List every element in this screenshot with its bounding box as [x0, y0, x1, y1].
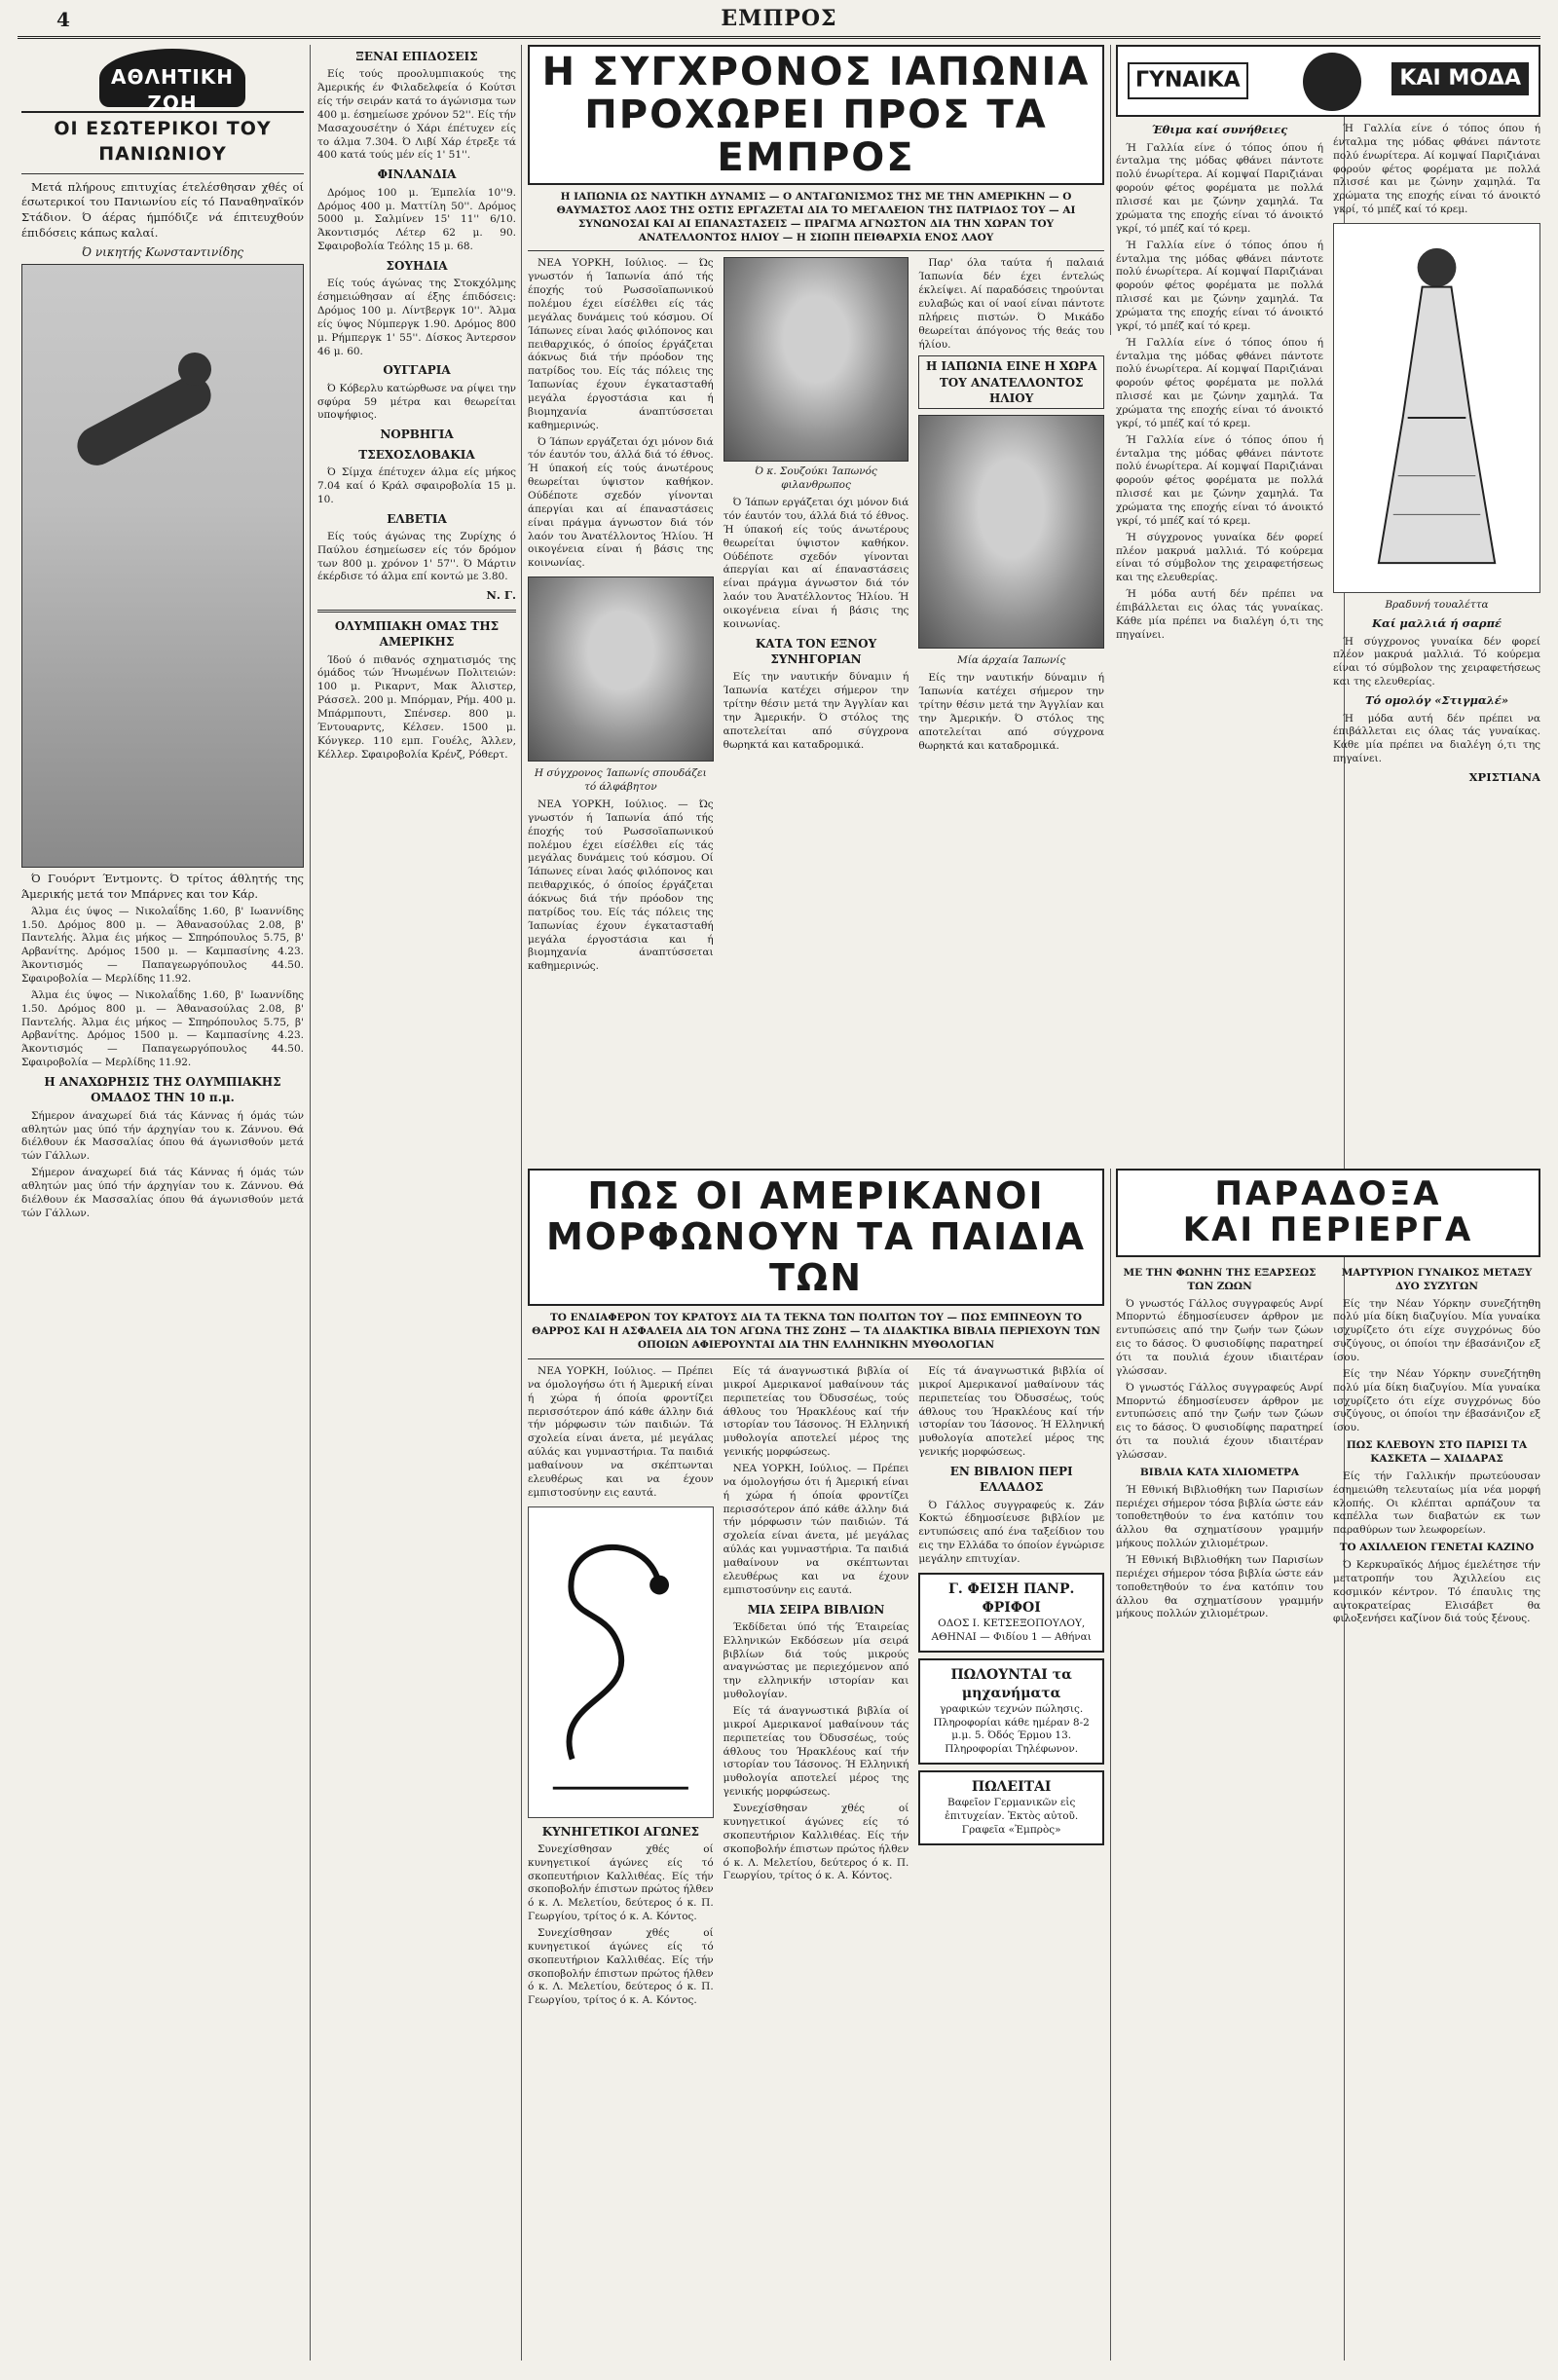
- newspaper-name: ΕΜΠΡΟΣ: [721, 6, 837, 31]
- america-body-2b: Είς τά άναγνωστικά βιβλία οί μικροί Αμερικανοί μαθαίνουν τάς περιπετείας του Όδυσσέως, τούς άθλους του Ήρακλέους καί τήν ιστορίαν του Ίάσονος. Ή Ελληνική μυθολογία αποτελεί μέρος της γενικής μορφώσεως.: [723, 1705, 909, 1799]
- fashion-lead-text-2: Ή Γαλλία είνε ό τόπος όπου ή ένταλμα της μόδας φθάνει πάντοτε πολύ ένωρίτερα. Αί κομψαί Παριζιάναι φορούν φέτος φορέματα με πολλά πλισσέ και με ζώνην χαμηλά. Τα χρώματα της εποχής είναι τό άνοικτό γκρί, τό μπέζ καί τό κρεμ.: [1116, 239, 1323, 332]
- paradoxa-item2-text: Είς την Νέαν Υόρκην συνεζήτηθη πολύ μία δίκη διαζυγίου. Μία γυναίκα ισχυρίζετο ότι είχε συγχρόνως δύο συζύγους, οι όποίοι την έβασάνιζον εξ ίσου.: [1333, 1297, 1540, 1363]
- fashion-header: [1116, 45, 1540, 117]
- paradoxa-title-1: ΠΑΡΑΔΟΞΑ: [1214, 1174, 1442, 1213]
- ad3-text: Βαφεῖον Γερμανικῶν εἰς ἐπιτυχείαν. Ἐκτὸς αὐτοῦ. Γραφεῖα «Ἐμπρὸς»: [945, 1797, 1079, 1836]
- japan-boxed-title: Η ΙΑΠΩΝΙΑ ΕΙΝΕ Η ΧΩΡΑ ΤΟΥ ΑΝΑΤΕΛΛΟΝΤΟΣ ΗΛΙΟΥ: [918, 355, 1104, 409]
- fashion-section2-title: Καί μαλλιά ή σαρπέ: [1372, 615, 1502, 630]
- dragon-illustration: [529, 1507, 713, 1817]
- czech-text: Ό Σίμχα έπέτυχεν άλμα είς μήκος 7.04 καί ό Κράλ σφαιροβολία 15 μ. 10.: [317, 465, 516, 505]
- fashion-section2-text-alt: Ή σύγχρονος γυναίκα δέν φορεί πλέον μακρυά μαλλιά. Τό κούρεμα είναι τό σύμβολον της χειραφετήσεως και της ελευθερίας.: [1116, 531, 1323, 584]
- column-rule: [521, 45, 522, 2361]
- column-rule: [1110, 1169, 1111, 2361]
- kynigi-text-2: Συνεχίσθησαν χθές οί κυνηγετικοί άγώνες είς τό σκοπευτήριον Καλλιθέας. Είς τήν σκοποβολήν έπιστων πρώτος ήλθεν ό κ. Λ. Μελετίου, δεύτερος ό κ. Π. Γεωργίου, τρίτος ό κ. Α. Κόντος.: [528, 1927, 714, 2007]
- sweden-title: ΣΟΥΗΔΙΑ: [386, 258, 448, 273]
- sports-column-2: [317, 45, 516, 2353]
- fashion-lead-text-4: Ή Γαλλία είνε ό τόπος όπου ή ένταλμα της μόδας φθάνει πάντοτε πολύ ένωρίτερα. Αί κομψαί Παριζιάναι φορούν φέτος φορέματα με πολλά πλισσέ και με ζώνην χαμηλά. Τα χρώματα της εποχής είναι τό άνοικτό γκρί, τό μπέζ καί τό κρεμ.: [1116, 433, 1323, 527]
- sports-logo: ΑΘΛΗΤΙΚΗ ΖΩΗ: [99, 49, 245, 107]
- column-rule: [1110, 45, 1111, 335]
- paradoxa-item2-text-2: Είς την Νέαν Υόρκην συνεζήτηθη πολύ μία δίκη διαζυγίου. Μία γυναίκα ισχυρίζετο ότι είχε συγχρόνως δύο συζύγους, οι όποίοι την έβασάνιζον εξ ίσου.: [1333, 1367, 1540, 1434]
- ad2-title: ΠΩΛΟΥΝΤΑΙ τα μηχανήματα: [950, 1666, 1072, 1701]
- switzerland-title: ΕΛΒΕΤΙΑ: [387, 511, 447, 526]
- america-body-1b: ΝΕΑ ΥΟΡΚΗ, Ιούλιος. — Πρέπει να όμολογήσω ότι ή Άμερική είναι ή χώρα ή όποία φροντίζει περισσότερον άπό κάθε άλλην διά τήν μόρφωσιν τών παιδιών. Τά σχολεία είναι άνετα, μέ μεγάλας αύλάς και γυμναστήρια. Τα παιδιά μαθαίνουν να σκέπτωνται ελευθέρως και να έχουν εμπιστοσύνην εις εαυτά.: [723, 1462, 909, 1596]
- hungary-title: ΟΥΓΓΑΡΙΑ: [383, 363, 451, 378]
- norway-title: ΝΟΡΒΗΓΙΑ: [380, 428, 454, 442]
- olympic-title: ΟΛΥΜΠΙΑΚΗ ΟΜΑΣ ΤΗΣ ΑΜΕΡΙΚΗΣ: [334, 618, 500, 650]
- paradoxa-item1-text-2: Ό γνωστός Γάλλος συγγραφεύς Ανρί Μπορντώ έδημοσίευσεν άρθρον με εντυπώσεις από την ζωήν των ζώων εις το δάσος. Ό φυσιοδίφης παρατηρεί ότι τα πουλιά έχουν ιδιαιτέραν γλώσσαν.: [1116, 1381, 1323, 1461]
- ad-feish: [918, 1573, 1104, 1653]
- photo-caption: Ό νικητής Κωνσταντινίδης: [81, 245, 243, 260]
- column-rule: [310, 45, 311, 2361]
- fashion-signature: ΧΡΙΣΤΙΑΝΑ: [1468, 770, 1540, 784]
- paradoxa-item3-text: Ή Εθνική Βιβλιοθήκη των Παρισίων περιέχει σήμερον τόσα βιβλία ώστε εάν τοποθετηθούν το ένα κατόπιν του άλλου θα σχηματίσουν γραμμήν μήκους πολλών χιλιομέτρων.: [1116, 1483, 1323, 1550]
- seira-text: Έκδίδεται ύπό τής Έταιρείας Ελληνικών Εκδόσεων μία σειρά βιβλίων διά τούς μικρούς αναγνώστας με περιεχόμενον από την ελληνικήν ιστορίαν και μυθολογίαν.: [723, 1620, 909, 1701]
- fashion-lead-text: Ή Γαλλία είνε ό τόπος όπου ή ένταλμα της μόδας φθάνει πάντοτε πολύ ένωρίτερα. Αί κομψαί Παριζιάναι φορούν φέτος φορέματα με πολλά πλισσέ και με ζώνην χαμηλά. Τα χρώματα της εποχής είναι τό άνοικτό γκρί, τό μπέζ καί τό κρεμ.: [1116, 141, 1323, 235]
- sports-column-1: [21, 45, 304, 2353]
- book-text: Ό Γάλλος συγγραφεύς κ. Ζάν Κοκτώ έδημοσίευσε βιβλίον με εντυπώσεις από ένα ταξείδιον του εις την Ελλάδα το όποίον έγνώρισε μεγάλην επιτυχίαν.: [918, 1499, 1104, 1566]
- america-article: [528, 1169, 1104, 2357]
- japan-headline-line2: ΠΡΟΧΩΡΕΙ ΠΡΟΣ ΤΑ ΕΜΠΡΟΣ: [584, 93, 1048, 180]
- paradoxa-title-2: ΚΑΙ ΠΕΡΙΕΡΓΑ: [1182, 1210, 1474, 1250]
- switzerland-text: Είς τούς άγώνας της Ζυρίχης ό Παύλου έσημείωσεν είς τόν δρόμον των 800 μ. χρόνον 1' 57''. Ό Μάρτιν έκέρδισε τό άλμα επί κοντώ με 3.80.: [317, 530, 516, 583]
- dress-illustration: [1334, 224, 1539, 592]
- ad1-text: ΟΔΟΣ Ι. ΚΕΤΣΕΞΟΠΟΥΛΟΥ, ΑΘΗΝΑΙ — Φιδίου 1 — Αθήναι: [931, 1617, 1092, 1643]
- america-body-2: Είς τά άναγνωστικά βιβλία οί μικροί Αμερικανοί μαθαίνουν τάς περιπετείας του Όδυσσέως, τούς άθλους του Ήρακλέους καί τήν ιστορίαν του Ίάσονος. Ή Ελληνική μυθολογία αποτελεί μέρος της γενικής μορφώσεως.: [723, 1364, 909, 1459]
- america-subtitle: ΤΟ ΕΝΔΙΑΦΕΡΟΝ ΤΟΥ ΚΡΑΤΟΥΣ ΔΙΑ ΤΑ ΤΕΚΝΑ ΤΩΝ ΠΟΛΙΤΩΝ ΤΟΥ — ΠΩΣ ΕΜΠΝΕΟΥΝ ΤΟ ΘΑΡΡΟΣ ΚΑΙ Η ΑΣΦΑΛΕΙΑ ΔΙΑ ΤΟΝ ΑΓΩΝΑ ΤΗΣ ΖΩΗΣ — ΤΑ ΔΙΔΑΚΤΙΚΑ ΒΙΒΛΙΑ ΠΕΡΙΕΧΟΥΝ ΤΩΝ ΟΠΟΙΩΝ ΑΦΙΕΡΟΥΝΤΑΙ ΔΙΑ ΤΗΝ ΕΛΛΗΝΙΚΗΝ ΜΥΘΟΛΟΓΙΑΝ: [532, 1312, 1100, 1352]
- sports-subhead: Η ΑΝΑΧΩΡΗΣΙΣ ΤΗΣ ΟΛΥΜΠΙΑΚΗΣ ΟΜΑΔΟΣ ΤΗΝ 10 π.μ.: [44, 1075, 281, 1105]
- america-body-1: ΝΕΑ ΥΟΡΚΗ, Ιούλιος. — Πρέπει να όμολογήσω ότι ή Άμερική είναι ή χώρα ή όποία φροντίζει περισσότερον άπό κάθε άλλην διά τήν μόρφωσιν τών παιδιών. Τά σχολεία είναι άνετα, μέ μεγάλας αύλάς και γυμναστήρια. Τα παιδιά μαθαίνουν να σκέπτωνται ελευθέρως και να έχουν εμπιστοσύνην εις εαυτά.: [528, 1364, 714, 1499]
- sweden-text: Είς τούς άγώνας της Στοκχόλμης έσημειώθησαν αί έξης έπιδόσεις: Δρόμος 100 μ. Λίντβεργκ 10''. Άλμα είς ύψος Νύμπεργκ 1.90. Δρόμος 800 μ. Ρήμπεργκ 1' 55''. Δίσκος Άντερσον 46 μ. 60.: [317, 278, 516, 357]
- fashion-portrait: [1303, 53, 1361, 111]
- fashion-section2-text: Ή σύγχρονος γυναίκα δέν φορεί πλέον μακρυά μαλλιά. Τό κούρεμα είναι τό σύμβολον της χειραφετήσεως και της ελευθερίας.: [1333, 635, 1540, 688]
- finland-title: ΦΙΝΛΑΝΔΙΑ: [377, 167, 457, 182]
- hungary-text: Ό Κόβερλυ κατώρθωσε να ρίψει την σφύρα 59 μέτρα και θεωρείται υποψήφιος.: [317, 382, 516, 422]
- japan-body-1b: ΝΕΑ ΥΟΡΚΗ, Ιούλιος. — Ώς γνωστόν ή Ίαπωνία άπό τής έποχής τού Ρωσσοϊαπωνικού πολέμου έχει είσέλθει είς τάς μεγάλας δυνάμεις τού κόσμου. Οί Ίάπωνες είναι λαός φιλόπονος και πειθαρχικός, ό όποίος έργάζεται άόκνως διά τήν πρόοδον της πατρίδος του. Είς τάς πόλεις της Ίαπωνίας έχουν έγκατασταθή μεγάλα έργοστάσια και ή βιομηχανία άναπτύσσεται καθημερινώς.: [528, 798, 714, 973]
- sports-results: Άλμα έις ύψος — Νικολαΐδης 1.60, β' Ιωαννίδης 1.50. Δρόμος 800 μ. — Άθανασούλας 2.08, β' Παντελής. Άλμα έις μήκος — Σπηρόπουλος 5.75, β' Αρβανίτης. Δρόμος 1500 μ. — Καμπασίνης 4.23. Άκοντισμός — Παπαγεωργόπουλος 44.50. Σφαιροβολία — Μερλίδης 11.92.: [21, 905, 304, 985]
- sports-section-header: [21, 45, 304, 116]
- sports-headline: ΟΙ ΕΣΩΤΕΡΙΚΟΙ ΤΟΥ ΠΑΝΙΩΝΙΟΥ: [54, 118, 272, 165]
- japan-photo-3: [528, 576, 714, 762]
- japan-subtitle: Η ΙΑΠΩΝΙΑ ΩΣ ΝΑΥΤΙΚΗ ΔΥΝΑΜΙΣ — Ο ΑΝΤΑΓΩΝΙΣΜΟΣ ΤΗΣ ΜΕ ΤΗΝ ΑΜΕΡΙΚΗΝ — Ο ΘΑΥΜΑΣΤΟΣ ΛΑΟΣ ΤΗΣ ΟΣΤΙΣ ΕΡΓΑΖΕΤΑΙ ΔΙΑ ΤΟ ΜΕΓΑΛΕΙΟΝ ΤΗΣ ΠΑΤΡΙΔΟΣ ΤΟΥ — ΑΙ ΣΥΝΩΝΟΣΑΙ ΚΑΙ ΑΙ ΕΠΑΝΑΣΤΑΣΕΙΣ — ΠΡΑΓΜΑ ΑΓΝΩΣΤΟΝ ΔΙΑ ΤΗΝ ΧΩΡΑΝ ΤΟΥ ΑΝΑΤΕΛΛΟΝΤΟΣ ΗΛΙΟΥ — Η ΣΙΩΠΗ ΠΕΙΘΑΡΧΙΑ ΕΝΟΣ ΛΑΟΥ: [556, 191, 1076, 243]
- seira-title: ΜΙΑ ΣΕΙΡΑ ΒΙΒΛΙΩΝ: [747, 1602, 885, 1617]
- paradoxa-item3-title: ΒΙΒΛΙΑ ΚΑΤΑ ΧΙΛΙΟΜΕΤΡΑ: [1139, 1466, 1300, 1478]
- fashion-section3-text-alt: Ή μόδα αυτή δέν πρέπει να έπιβάλλεται εις όλας τάς γυναίκας. Κάθε μία πρέπει να διαλέγη ό,τι της πηγαίνει.: [1116, 588, 1323, 641]
- ad-machines: [918, 1658, 1104, 1766]
- japan-article: [528, 45, 1104, 1165]
- paradoxa-item3-text-2: Ή Εθνική Βιβλιοθήκη των Παρισίων περιέχει σήμερον τόσα βιβλία ώστε εάν τοποθετηθούν το ένα κατόπιν του άλλου θα σχηματίσουν γραμμήν μήκους πολλών χιλιομέτρων.: [1116, 1553, 1323, 1620]
- kynigi-title: ΚΥΝΗΓΕΤΙΚΟΙ ΑΓΩΝΕΣ: [541, 1824, 699, 1839]
- page-header: [18, 0, 1540, 39]
- paradoxa-item1-title: ΜΕ ΤΗΝ ΦΩΝΗΝ ΤΗΣ ΕΞΑΡΣΕΩΣ ΤΩΝ ΖΩΩΝ: [1123, 1266, 1317, 1292]
- fashion-section3-text: Ή μόδα αυτή δέν πρέπει να έπιβάλλεται εις όλας τάς γυναίκας. Κάθε μία πρέπει να διαλέγη ό,τι της πηγαίνει.: [1333, 712, 1540, 765]
- paradoxa-item4-title: ΠΩΣ ΚΛΕΒΟΥΝ ΣΤΟ ΠΑΡΙΣΙ ΤΑ ΚΑΣΚΕΤΑ — ΧΑΙΔΑΡΑΣ: [1346, 1439, 1528, 1465]
- paradoxa-headline: [1116, 1169, 1540, 1257]
- japan-body-2b: Ό Ίάπων εργάζεται όχι μόνον διά τόν έαυτόν του, άλλά διά τό έθνος. Ή ύπακοή είς τούς άνωτέρους θεωρείται ύψιστον καθήκον. Ούδέποτε σχεδόν γίνονται άπεργίαι και αί έπαναστάσεις είναι πράγμα άγνωστον διά τόν λαόν του Άνατέλλοντος Ήλίου. Ή οικογένεια είναι ή βάσις της κοινωνίας.: [723, 497, 909, 630]
- america-headline-line2: ΜΟΡΦΩΝΟΥΝ ΤΑ ΠΑΙΔΙΑ ΤΩΝ: [545, 1214, 1087, 1299]
- japan-photo-1: [723, 257, 909, 462]
- mythology-drawing: [528, 1506, 714, 1818]
- ad2-text: γραφικών τεχνών πώλησις. Πληροφορίαι κάθε ημέραν 8-2 μ.μ. 5. Όδός Έρμου 13. Πληροφορίαι Τηλέφωνον.: [933, 1702, 1090, 1756]
- japan-side-text-2: Είς την ναυτικήν δύναμιν ή Ίαπωνία κατέχει σήμερον την τρίτην θέσιν μετά την Άγγλίαν και την Άμερικήν. Ό στόλος της αποτελείται από σύγχρονα θωρηκτά και καταδρομικά.: [918, 672, 1104, 752]
- japan-photo2-caption: Μία άρχαία Ίαπωνίς: [956, 654, 1066, 667]
- paradoxa-item5-title: ΤΟ ΑΧΙΛΛΕΙΟΝ ΓΕΝΕΤΑΙ ΚΑΖΙΝΟ: [1339, 1542, 1535, 1554]
- japan-body: [528, 257, 1104, 977]
- czech-title: ΤΣΕΧΟΣΛΟΒΑΚΙΑ: [358, 447, 475, 462]
- fashion-figure-caption: Βραδυνή τουαλέττα: [1385, 599, 1489, 612]
- kynigi-text: Συνεχίσθησαν χθές οί κυνηγετικοί άγώνες είς τό σκοπευτήριον Καλλιθέας. Είς τήν σκοποβολήν έπιστων πρώτος ήλθεν ό κ. Λ. Μελετίου, δεύτερος ό κ. Π. Γεωργίου, τρίτος ό κ. Α. Κόντος.: [528, 1842, 714, 1923]
- america-headline: [528, 1169, 1104, 1306]
- fashion-label-moda: ΚΑΙ ΜΟΔΑ: [1391, 62, 1529, 95]
- book-title: ΕΝ ΒΙΒΛΙΟΝ ΠΕΡΙ ΕΛΛΑΔΟΣ: [949, 1464, 1073, 1495]
- paradoxa-item4-text: Είς τήν Γαλλικήν πρωτεύουσαν έσημειώθη τελευταίως μία νέα μορφή κλοπής. Οι κλέπται αρπάζουν τα καπέλλα των διαβατών εκ των παραθύρων των λεωφορείων.: [1333, 1469, 1540, 1537]
- paradoxa-item2-title: ΜΑΡΤΥΡΙΟΝ ΓΥΝΑΙΚΟΣ ΜΕΤΑΞΥ ΔΥΟ ΣΥΖΥΓΩΝ: [1341, 1266, 1533, 1292]
- sports-subtext-2: Σήμερον άναχωρεί διά τάς Κάννας ή όμάς τών αθλητών μας ύπό τήν άρχηγίαν του κ. Ζάννου. Θά διέλθουν έκ Μασσαλίας όπου θά άγωνισθούν μετά τών Γάλλων.: [21, 1167, 304, 1219]
- america-body-2c: Είς τά άναγνωστικά βιβλία οί μικροί Αμερικανοί μαθαίνουν τάς περιπετείας του Όδυσσέως, τούς άθλους του Ήρακλέους καί τήν ιστορίαν του Ίάσονος. Ή Ελληνική μυθολογία αποτελεί μέρος της γενικής μορφώσεως.: [918, 1364, 1104, 1459]
- finland-text: Δρόμος 100 μ. Έμπελία 10''9. Δρόμος 400 μ. Ματτίλη 50''. Δρόμος 5000 μ. Σαλμίνεν 15' 11'' 6/10. Άκοντισμός Λέτερ 62 μ. 90. Σφαιροβολία Τεόλης 15 μ. 68.: [317, 186, 516, 253]
- japan-photo1-caption: Ό κ. Σουζούκι Ίαπωνός φιλανθρωπος: [755, 465, 877, 492]
- olympic-text: Ίδού ό πιθανός σχηματισμός της όμάδος τών Ήνωμένων Πολιτειών: 100 μ. Ρικαρντ, Μακ Άλιστερ, Ράσσελ. 200 μ. Μπόρμαν, Ρήμ. 400 μ. Μπάρμπουτι, Σπένσερ. 800 μ. Έντουαρντς, Κέλσεν. 1500 μ. Κόνγκερ. 110 εμπ. Γουέλς, Άλλεν, Κέλλερ. Σφαιροβολία Κρένζ, Ρόθερτ.: [317, 653, 516, 761]
- sports-intro: Μετά πλήρους επιτυχίας έτελέσθησαν χθές οί έσωτερικοί του Πανιωνίου είς τό Παναθηναϊκόν Στάδιον. Ό άέρας ήμπόδιζε νά έπιτευχθούν έπιδόσεις κάπως καλαί.: [21, 179, 304, 240]
- fashion-lead-text-5: Ή Γαλλία είνε ό τόπος όπου ή ένταλμα της μόδας φθάνει πάντοτε πολύ ένωρίτερα. Αί κομψαί Παριζιάναι φορούν φέτος φορέματα με πολλά πλισσέ και με ζώνην χαμηλά. Τα χρώματα της εποχής είναι τό άνοικτό γκρί, τό μπέζ καί τό κρεμ.: [1333, 123, 1540, 216]
- ad1-name: Γ. ΦΕΙΣΗ ΠΑΝΡ. ΦΡΙΦΟΙ: [947, 1580, 1075, 1616]
- america-headline-line1: ΠΩΣ ΟΙ ΑΜΕΡΙΚΑΝΟΙ: [587, 1174, 1045, 1217]
- sports-results-2: Άλμα έις ύψος — Νικολαΐδης 1.60, β' Ιωαννίδης 1.50. Δρόμος 800 μ. — Άθανασούλας 2.08, β' Παντελής. Άλμα έις μήκος — Σπηρόπουλος 5.75, β' Αρβανίτης. Δρόμος 1500 μ. — Καμπασίνης 4.23. Άκοντισμός — Παπαγεωργόπουλος 44.50. Σφαιροβολία — Μερλίδης 11.92.: [21, 988, 304, 1069]
- paradoxa-item1-text: Ό γνωστός Γάλλος συγγραφεύς Ανρί Μπορντώ έδημοσίευσεν άρθρον με εντυπώσεις από την ζωήν των ζώων εις το δάσος. Ό φυσιοδίφης παρατηρεί ότι τα πουλιά έχουν ιδιαιτέραν γλώσσαν.: [1116, 1297, 1323, 1377]
- japan-side-text: Είς την ναυτικήν δύναμιν ή Ίαπωνία κατέχει σήμερον την τρίτην θέσιν μετά την Άγγλίαν και την Άμερικήν. Ό στόλος της αποτελείται από σύγχρονα θωρηκτά και καταδρομικά.: [723, 671, 909, 751]
- japan-boxed-text: Παρ' όλα ταύτα ή παλαιά Ίαπωνία δέν έχει έντελώς έκλείψει. Αί παραδόσεις τηρούνται ευλαβώς και οί ναοί είναι πάντοτε πλήρεις πιστών. Ό Μικάδο θεωρείται άπόγονος τής θεάς του ήλίου.: [918, 257, 1104, 351]
- page-number: 4: [56, 8, 70, 31]
- japan-photo3-caption: Η σύγχρονος Ίαπωνίς σπουδάζει τό άλφάβητον: [534, 767, 707, 794]
- photo2-caption: Ό Γουόρντ Έντμοντς. Ό τρίτος άθλητής της Άμερικής μετά τον Μπάρνες και τον Κάρ.: [21, 872, 304, 902]
- japan-body-2: Ό Ίάπων εργάζεται όχι μόνον διά τόν έαυτόν του, άλλά διά τό έθνος. Ή ύπακοή είς τούς άνωτέρους θεωρείται ύψιστον καθήκον. Ούδέποτε σχεδόν γίνονται άπεργίαι και αί έπαναστάσεις είναι πράγμα άγνωστον διά τόν λαόν του Άνατέλλοντος Ήλίου. Ή οικογένεια είναι ή βάσις της κοινωνίας.: [528, 435, 714, 570]
- japan-side-title: ΚΑΤΑ ΤΟΝ ΕΞΝΟΥ ΣΥΝΗΓΟΡΙΑΝ: [755, 636, 877, 667]
- paradoxa-item5-text: Ό Κερκυραϊκός Δήμος έμελέτησε τήν μετατροπήν του Άχιλλείου εις κοσμικόν κέντρον. Τό έπαυλις της αυτοκρατείρας Ελισάβετ θα φιλοξενήσει καζίνον διά τούς ξένους.: [1333, 1558, 1540, 1625]
- fashion-section3-title: Τό ομολόγ «Στιγμαλέ»: [1364, 692, 1509, 707]
- sports-subtext: Σήμερον άναχωρεί διά τάς Κάννας ή όμάς τών αθλητών μας ύπό τήν άρχηγίαν του κ. Ζάννου. Θά διέλθουν έκ Μασσαλίας όπου θά άγωνισθούν μετά τών Γάλλων.: [21, 1109, 304, 1163]
- ad-sale: [918, 1770, 1104, 1845]
- japan-headline: [528, 45, 1104, 185]
- woman-fashion-section: [1116, 45, 1540, 1165]
- fashion-figure: [1333, 223, 1540, 593]
- xenoi-text: Είς τούς προολυμπιακούς της Άμερικής έν Φιλαδελφεία ό Κούτσι είς τήν σειράν κατά το άγώνισμα των 400 μ. έσημείωσε χρόνον 52''. Είς τήν Μασαχουσέτην ό Χάρι έπέτυχεν είς το άλμα 7.304. Ό Λιβί Χάρ έτρεξε τά 400 κατά τούς μέν είς 1' 51''.: [317, 68, 516, 162]
- japan-body-1: ΝΕΑ ΥΟΡΚΗ, Ιούλιος. — Ώς γνωστόν ή Ίαπωνία άπό τής έποχής τού Ρωσσοϊαπωνικού πολέμου έχει είσέλθει είς τάς μεγάλας δυνάμεις τού κόσμου. Οί Ίάπωνες είναι λαός φιλόπονος και πειθαρχικός, ό όποίος έργάζεται άόκνως διά τήν πρόοδον της πατρίδος του. Είς τάς πόλεις της Ίαπωνίας έχουν έγκατασταθή μεγάλα έργοστάσια και ή βιομηχανία άναπτύσσεται καθημερινώς.: [528, 257, 714, 431]
- athlete-photo: [21, 264, 304, 868]
- ad3-title: ΠΩΛΕΙΤΑΙ: [971, 1779, 1052, 1796]
- sports-signature: Ν. Γ.: [486, 588, 516, 603]
- fashion-lead-text-3: Ή Γαλλία είνε ό τόπος όπου ή ένταλμα της μόδας φθάνει πάντοτε πολύ ένωρίτερα. Αί κομψαί Παριζιάναι φορούν φέτος φορέματα με πολλά πλισσέ και με ζώνην χαμηλά. Τα χρώματα της εποχής είναι τό άνοικτό γκρί, τό μπέζ καί τό κρεμ.: [1116, 336, 1323, 429]
- japan-headline-line1: Η ΣΥΓΧΡΟΝΟΣ ΙΑΠΩΝΙΑ: [541, 50, 1091, 94]
- japan-photo-2: [918, 415, 1104, 649]
- fashion-lead-title: Έθιμα καί συνήθειες: [1151, 123, 1288, 136]
- kynigi-text-3: Συνεχίσθησαν χθές οί κυνηγετικοί άγώνες είς τό σκοπευτήριον Καλλιθέας. Είς τήν σκοποβολήν έπιστων πρώτος ήλθεν ό κ. Λ. Μελετίου, δεύτερος ό κ. Π. Γεωργίου, τρίτος ό κ. Α. Κόντος.: [723, 1803, 909, 1882]
- xenoi-title: ΞΕΝΑΙ ΕΠΙΔΟΣΕΙΣ: [355, 50, 478, 63]
- paradoxa-section: [1116, 1169, 1540, 2357]
- fashion-label-woman: ΓΥΝΑΙΚΑ: [1128, 62, 1248, 99]
